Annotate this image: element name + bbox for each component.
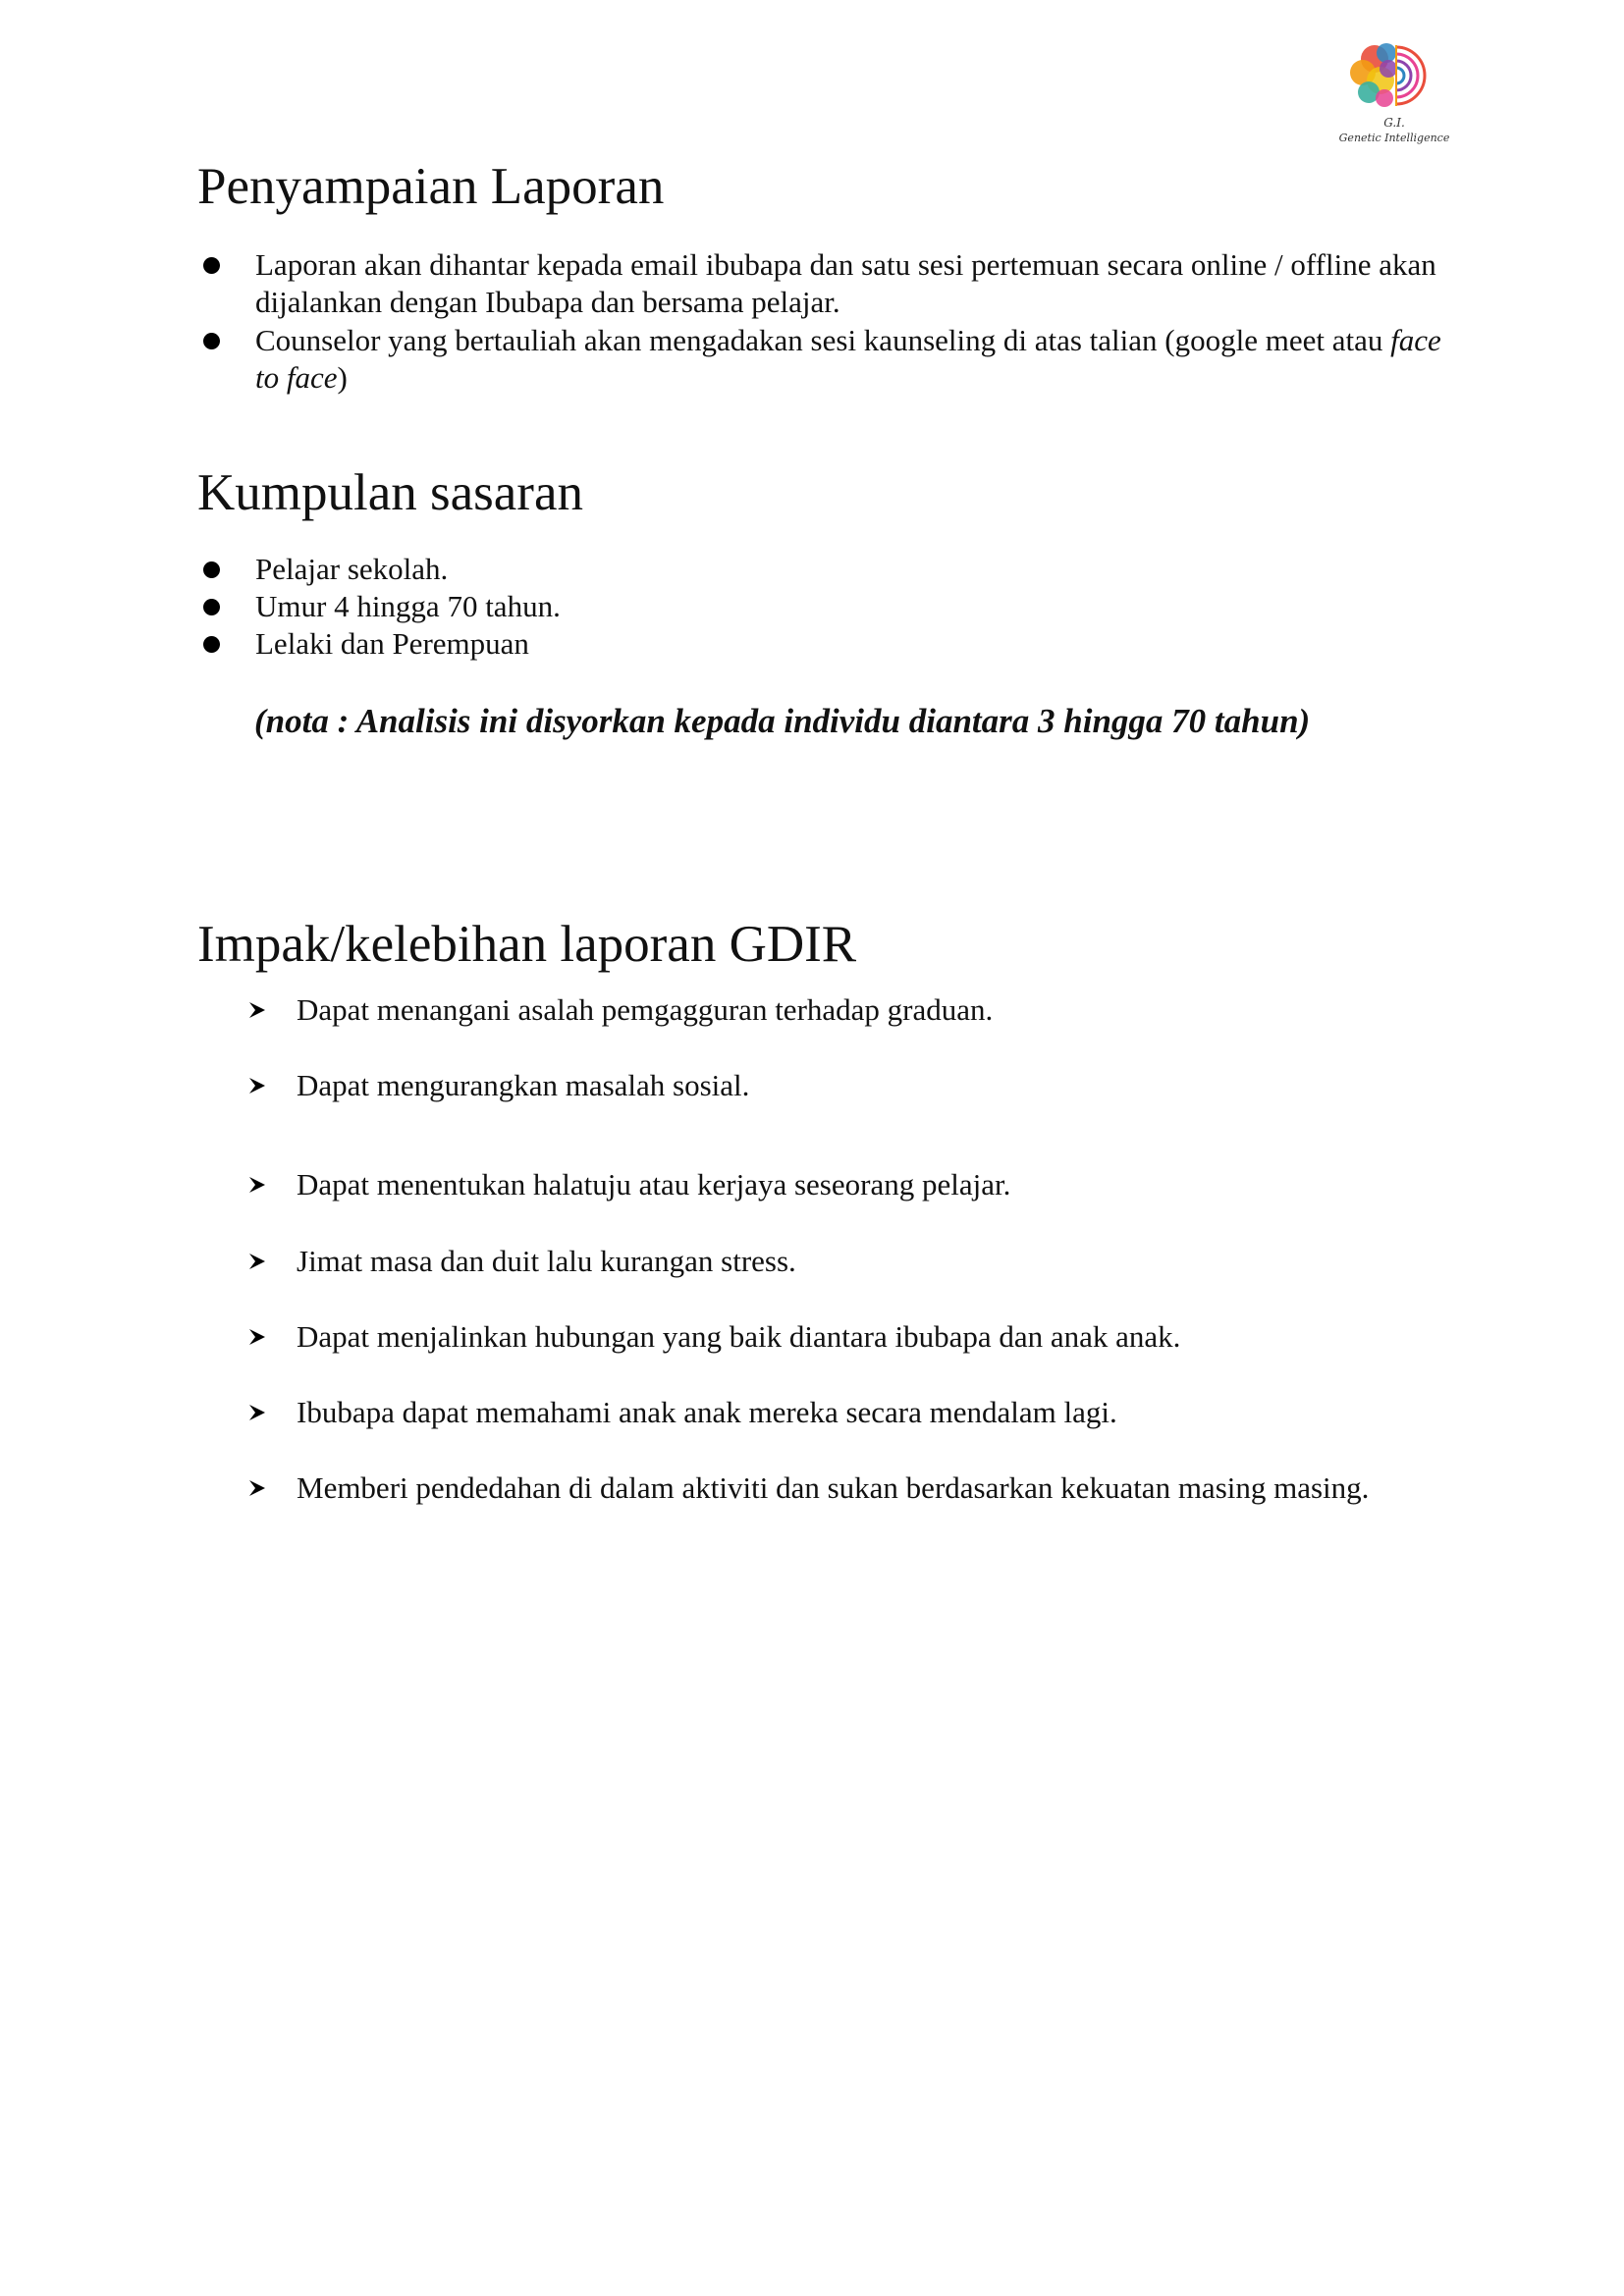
list-item-text: Pelajar sekolah. [255, 552, 449, 586]
bullet-icon [203, 599, 220, 615]
nota-text: (nota : Analisis ini disyorkan kepada individu diantara 3 hingga 70 tahun) [254, 702, 1311, 740]
arrowhead-bullet-icon [247, 1327, 267, 1347]
bullet-icon [203, 333, 220, 349]
list-item-text [255, 322, 1463, 397]
list-item-text-suffix: ) [337, 360, 348, 395]
list-item-text-italic: face to face [255, 323, 1441, 395]
list-item-text: Dapat mengurangkan masalah sosial. [297, 1068, 750, 1102]
list-item-text: Laporan akan dihantar kepada email ibubapa dan satu sesi pertemuan secara online / offline akan dijalankan dengan Ibubapa dan bersama pelajar. [255, 247, 1436, 319]
list-item-text: Memberi pendedahan di dalam aktiviti dan sukan berdasarkan kekuatan masing masing. [297, 1470, 1370, 1505]
list-item-text: Dapat menangani asalah pemgagguran terhadap graduan. [297, 992, 994, 1027]
list-item-text: Dapat menjalinkan hubungan yang baik diantara ibubapa dan anak anak. [297, 1319, 1181, 1354]
bullet-icon [203, 636, 220, 653]
arrowhead-bullet-icon [247, 1478, 267, 1498]
brain-fingerprint-logo-icon [1316, 29, 1473, 118]
list-item-text: Umur 4 hingga 70 tahun. [255, 589, 561, 623]
arrowhead-bullet-icon [247, 1076, 267, 1095]
heading-impak-kelebihan: Impak/kelebihan laporan GDIR [197, 916, 857, 973]
arrowhead-bullet-icon [247, 1175, 267, 1195]
bullet-icon [203, 561, 220, 578]
logo-initials: G.I. [1383, 116, 1405, 130]
list-item-text-main: Counselor yang bertauliah akan mengadakan sesi kaunseling di atas talian (google meet atau [255, 323, 1391, 357]
arrowhead-bullet-icon [247, 1252, 267, 1271]
list-item-text: Ibubapa dapat memahami anak anak mereka secara mendalam lagi. [297, 1395, 1117, 1429]
company-logo [1316, 29, 1473, 157]
logo-name: Genetic Intelligence [1338, 132, 1450, 144]
bullet-icon [203, 257, 220, 274]
list-item-text: Dapat menentukan halatuju atau kerjaya seseorang pelajar. [297, 1167, 1011, 1201]
heading-kumpulan-sasaran: Kumpulan sasaran [197, 464, 583, 521]
list-item-text: Lelaki dan Perempuan [255, 626, 529, 661]
arrowhead-bullet-icon [247, 1000, 267, 1020]
list-item-text: Jimat masa dan duit lalu kurangan stress. [297, 1244, 796, 1278]
arrowhead-bullet-icon [247, 1403, 267, 1422]
heading-penyampaian-laporan: Penyampaian Laporan [197, 158, 665, 215]
